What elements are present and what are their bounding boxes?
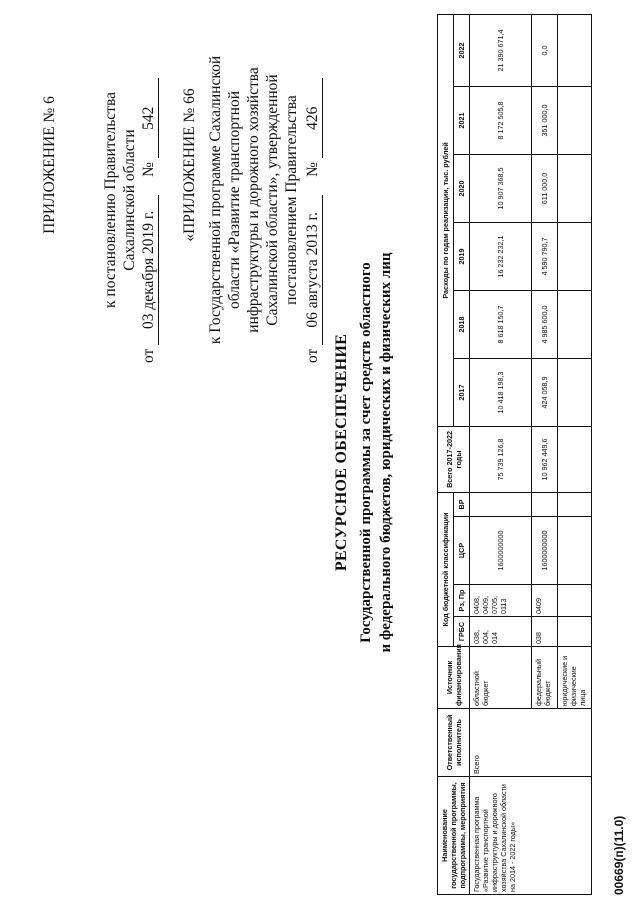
program-line-1: к Государственной программе Сахалинской <box>207 55 224 345</box>
col-grbs: ГРБС <box>454 617 470 647</box>
document-title: РЕСУРСНОЕ ОБЕСПЕЧЕНИЕ <box>333 333 350 572</box>
grbs-cell: 038, 004, 014 <box>470 617 532 647</box>
col-2020: 2020 <box>454 154 470 222</box>
y2019-cell: 4 590 790,7 <box>532 222 558 290</box>
y2018-cell: 4 985 600,0 <box>532 290 558 358</box>
program-date: 06 августа 2013 г. <box>303 195 323 345</box>
program-appendix-title: «ПРИЛОЖЕНИЕ № 66 <box>181 88 198 242</box>
y2019-cell <box>558 222 592 290</box>
col-vr: ВР <box>454 492 470 516</box>
col-csr: ЦСР <box>454 517 470 585</box>
total-cell: 10 962 449,6 <box>532 426 558 492</box>
total-cell: 75 739 126,8 <box>470 426 532 492</box>
decree-date: 03 декабря 2019 г. <box>139 195 159 345</box>
col-name: Наименование государственной программы, подпрограммы, мероприятия <box>438 777 470 895</box>
decree-number: 542 <box>139 78 159 158</box>
document-subtitle-1: Государственной программы за счет средств областного <box>358 262 374 643</box>
y2021-cell: 8 172 505,8 <box>470 86 532 154</box>
decree-line-1: к постановлению Правительства <box>102 92 119 308</box>
executor-cell: Всего <box>470 709 592 777</box>
csr-cell: 1600000000 <box>532 517 558 585</box>
y2017-cell: 424 058,9 <box>532 358 558 426</box>
appendix-title: ПРИЛОЖЕНИЕ № 6 <box>41 96 58 234</box>
y2020-cell: 10 907 368,5 <box>470 154 532 222</box>
y2021-cell: 351 000,0 <box>532 86 558 154</box>
program-line-2: области «Развитие транспортной <box>226 91 243 309</box>
grbs-cell: 038 <box>532 617 558 647</box>
col-2019: 2019 <box>454 222 470 290</box>
y2022-cell: 0,0 <box>532 14 558 86</box>
program-line-5: постановлением Правительства <box>283 95 300 305</box>
program-number-label: № <box>304 162 321 177</box>
vr-cell <box>532 492 558 516</box>
rz-pr-cell: 0408, 0409, 0705, 0113 <box>470 585 532 617</box>
source-cell: федеральный бюджет <box>532 647 558 709</box>
col-source: Источник финансирования <box>438 647 470 709</box>
y2017-cell: 10 418 198,3 <box>470 358 532 426</box>
y2021-cell <box>558 86 592 154</box>
csr-cell <box>558 517 592 585</box>
y2017-cell <box>558 358 592 426</box>
y2022-cell: 21 390 671,4 <box>470 14 532 86</box>
total-cell <box>558 426 592 492</box>
rz-pr-cell: 0409 <box>532 585 558 617</box>
y2020-cell <box>558 154 592 222</box>
number-label: № <box>140 162 157 177</box>
program-from-label: от <box>304 348 321 363</box>
program-line-4: Сахалинской области», утвержденной <box>264 74 281 326</box>
y2020-cell: 611 000,0 <box>532 154 558 222</box>
col-2022: 2022 <box>454 14 470 86</box>
y2018-cell <box>558 290 592 358</box>
col-total: Всего 2017-2022 годы <box>438 426 470 492</box>
col-rz-pr: Рз, Пр <box>454 585 470 617</box>
decree-date-line <box>139 78 159 363</box>
vr-cell <box>470 492 532 516</box>
footer-code: 00669(п)(11.0) <box>612 815 626 895</box>
document-subtitle-2: и федерального бюджетов, юридических и физических лиц <box>378 252 394 653</box>
grbs-cell <box>558 617 592 647</box>
decree-line-2: Сахалинской области <box>121 129 138 271</box>
program-line-3: инфраструктуры и дорожного хозяйства <box>245 67 262 333</box>
program-name-cell: Государственная программа «Развитие транспортной инфраструктуры и дорожного хозяйства Сахалинской области на 2014 - 2022 годы» <box>470 777 592 895</box>
source-cell: юридические и физические лица <box>558 647 592 709</box>
col-executor: Ответственный исполнитель <box>438 709 470 777</box>
table-row <box>470 14 532 894</box>
from-label: от <box>140 348 157 363</box>
y2018-cell: 8 618 150,7 <box>470 290 532 358</box>
y2019-cell: 16 232 232,1 <box>470 222 532 290</box>
header-row-1 <box>438 14 454 894</box>
source-cell: областной бюджет <box>470 647 532 709</box>
col-2018: 2018 <box>454 290 470 358</box>
col-2021: 2021 <box>454 86 470 154</box>
program-number: 426 <box>303 78 323 158</box>
vr-cell <box>558 492 592 516</box>
col-budget-code: Код бюджетной классификации <box>438 492 454 646</box>
y2022-cell <box>558 14 592 86</box>
resource-table <box>437 14 592 895</box>
csr-cell: 1600000000 <box>470 517 532 585</box>
program-date-line <box>303 78 323 363</box>
rz-pr-cell <box>558 585 592 617</box>
col-expenses: Расходы по годам реализации, тыс. рублей <box>438 14 454 426</box>
col-2017: 2017 <box>454 358 470 426</box>
